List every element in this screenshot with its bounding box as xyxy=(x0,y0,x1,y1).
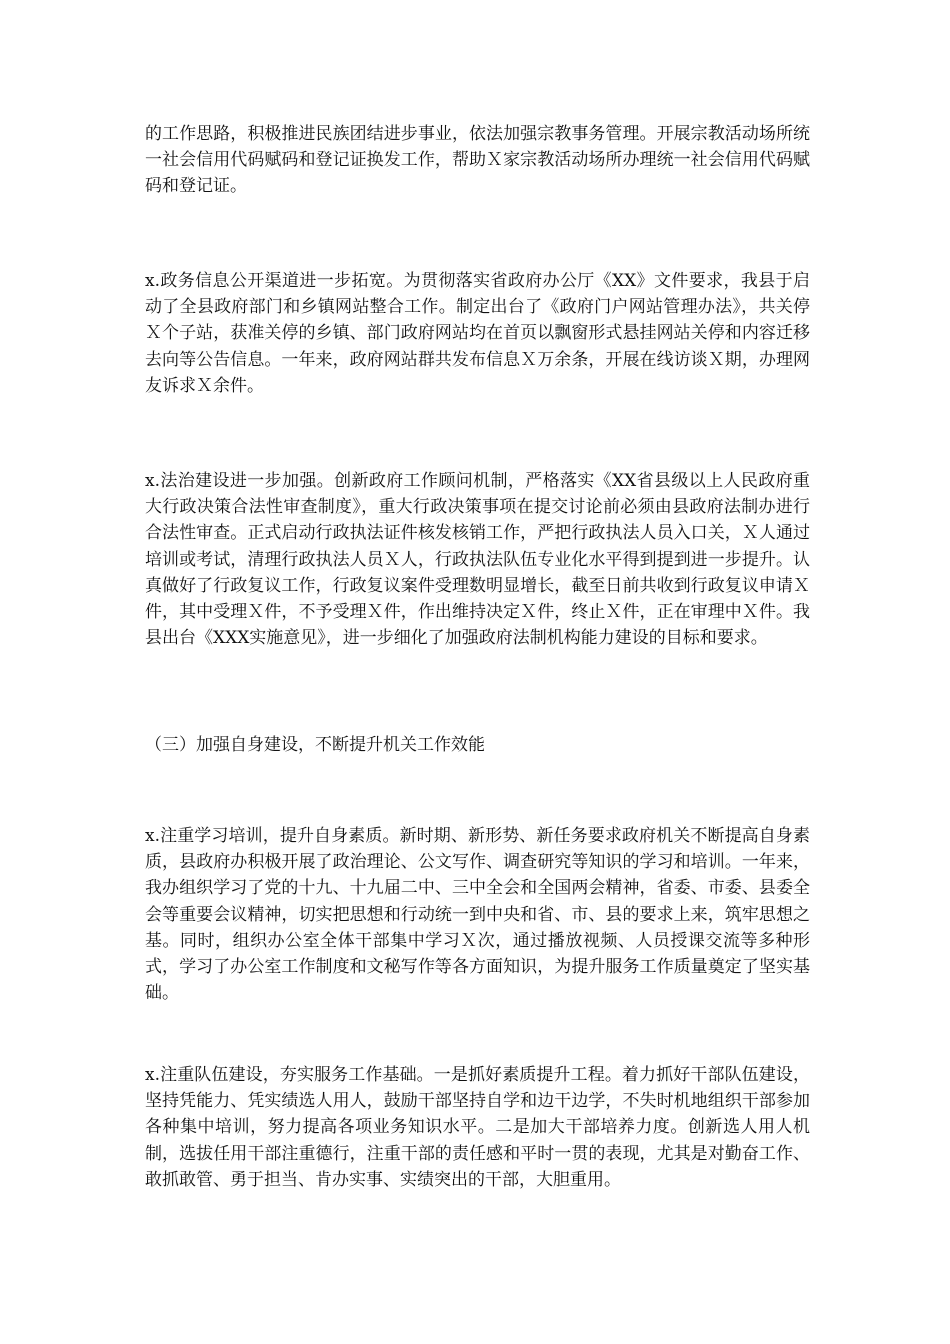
section-heading-self-building: （三）加强自身建设，不断提升机关工作效能 xyxy=(145,735,485,755)
paragraph-learning-training: x.注重学习培训，提升自身素质。新时期、新形势、新任务要求政府机关不断提高自身素质，县政府办积极开展了政治理论、公文写作、调查研究等知识的学习和培训。一年来，我办组织学习了党的十九、十九届二中、三中全会和全国两会精神，省委、市委、县委全会等重要会议精神，切实把思想和行动统一到中央和省、市、县的要求上来，筑牢思想之基。同时，组织办公室全体干部集中学习Ｘ次，通过播放视频、人员授课交流等多种形式，学习了办公室工作制度和文秘写作等各方面知识，为提升服务工作质量奠定了坚实基础。 xyxy=(145,826,810,1004)
paragraph-rule-of-law: x.法治建设进一步加强。创新政府工作顾问机制，严格落实《XX省县级以上人民政府重大行政决策合法性审查制度》，重大行政决策事项在提交讨论前必须由县政府法制办进行合法性审查。正式启动行政执法证件核发核销工作，严把行政执法人员入口关，Ｘ人通过培训或考试，清理行政执法人员Ｘ人，行政执法队伍专业化水平得到提到进一步提升。认真做好了行政复议工作，行政复议案件受理数明显增长，截至日前共收到行政复议申请Ｘ件，其中受理Ｘ件，不予受理Ｘ件，作出维持决定Ｘ件，终止Ｘ件，正在审理中Ｘ件。我县出台《XXX实施意见》，进一步细化了加强政府法制机构能力建设的目标和要求。 xyxy=(145,471,810,649)
paragraph-religious-affairs: 的工作思路，积极推进民族团结进步事业，依法加强宗教事务管理。开展宗教活动场所统一社会信用代码赋码和登记证换发工作，帮助Ｘ家宗教活动场所办理统一社会信用代码赋码和登记证。 xyxy=(145,124,810,197)
paragraph-team-building: x.注重队伍建设，夯实服务工作基础。一是抓好素质提升工程。着力抓好干部队伍建设，坚持凭能力、凭实绩选人用人，鼓励干部坚持自学和边干边学，不失时机地组织干部参加各种集中培训，努力提高各项业务知识水平。二是加大干部培养力度。创新选人用人机制，选拔任用干部注重德行，注重干部的责任感和平时一贯的表现，尤其是对勤奋工作、敢抓敢管、勇于担当、肯办实事、实绩突出的干部，大胆重用。 xyxy=(145,1065,810,1190)
paragraph-government-info-disclosure: x.政务信息公开渠道进一步拓宽。为贯彻落实省政府办公厅《XX》文件要求，我县于启动了全县政府部门和乡镇网站整合工作。制定出台了《政府门户网站管理办法》，共关停Ｘ个子站，获准关停的乡镇、部门政府网站均在首页以飘窗形式悬挂网站关停和内容迁移去向等公告信息。一年来，政府网站群共发布信息Ｘ万余条，开展在线访谈Ｘ期，办理网友诉求Ｘ余件。 xyxy=(145,271,810,396)
